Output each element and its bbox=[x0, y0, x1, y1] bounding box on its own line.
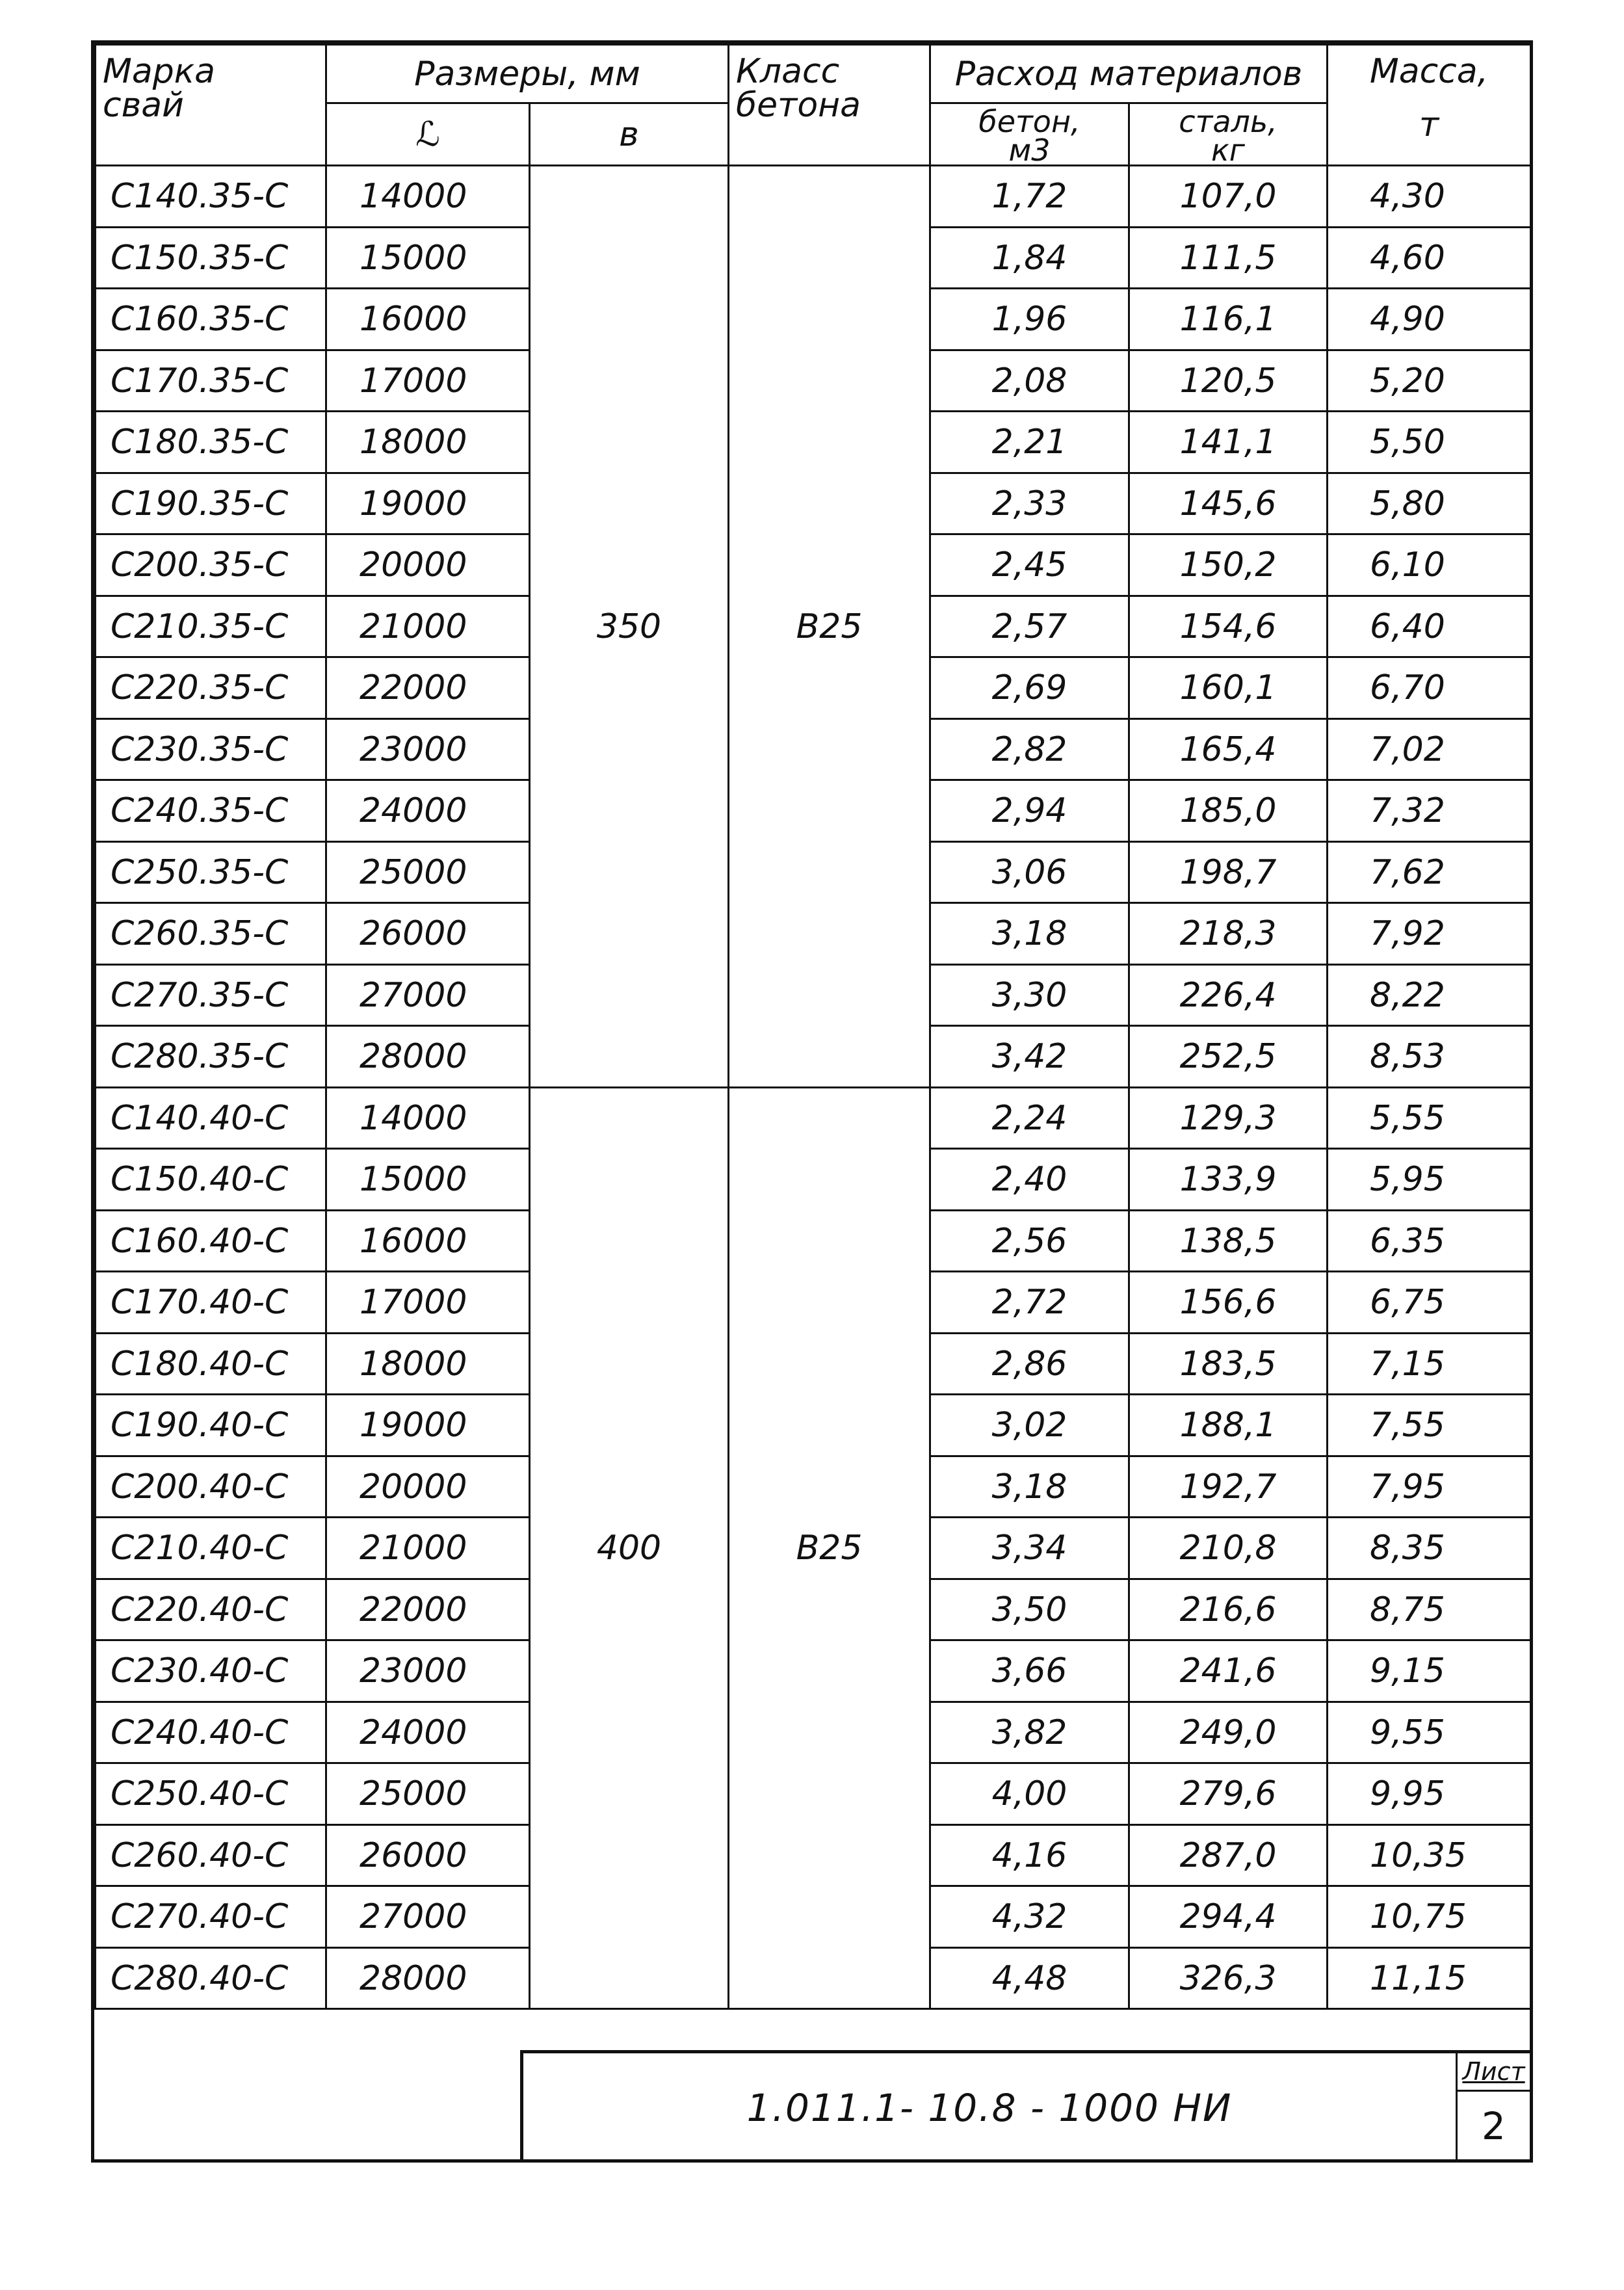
concrete-volume: 3,18 bbox=[930, 1456, 1129, 1518]
concrete-volume: 3,42 bbox=[930, 1026, 1129, 1088]
pile-mass: 5,50 bbox=[1328, 412, 1531, 473]
pile-length: 27000 bbox=[326, 1886, 530, 1948]
pile-mass: 4,30 bbox=[1328, 166, 1531, 228]
header-materials: Расход материалов bbox=[930, 45, 1328, 103]
steel-weight: 326,3 bbox=[1129, 1947, 1328, 2009]
pile-length: 25000 bbox=[326, 841, 530, 903]
pile-length: 21000 bbox=[326, 1518, 530, 1579]
pile-mark: С170.35-С bbox=[96, 350, 326, 412]
pile-mark: С190.35-С bbox=[96, 473, 326, 534]
pile-mass: 8,35 bbox=[1328, 1518, 1531, 1579]
pile-mass: 6,70 bbox=[1328, 657, 1531, 719]
concrete-volume: 2,72 bbox=[930, 1272, 1129, 1334]
pile-mass: 7,55 bbox=[1328, 1395, 1531, 1456]
pile-mark: С270.40-С bbox=[96, 1886, 326, 1948]
pile-length: 22000 bbox=[326, 1579, 530, 1640]
pile-length: 16000 bbox=[326, 289, 530, 350]
pile-length: 20000 bbox=[326, 1456, 530, 1518]
steel-weight: 133,9 bbox=[1129, 1149, 1328, 1211]
concrete-volume: 3,50 bbox=[930, 1579, 1129, 1640]
pile-mass: 7,62 bbox=[1328, 841, 1531, 903]
concrete-volume: 4,48 bbox=[930, 1947, 1129, 2009]
steel-weight: 141,1 bbox=[1129, 412, 1328, 473]
pile-spec-table bbox=[94, 44, 1532, 2010]
pile-length: 26000 bbox=[326, 1824, 530, 1886]
concrete-volume: 2,33 bbox=[930, 473, 1129, 534]
pile-mark: С200.35-С bbox=[96, 534, 326, 596]
header-row-1 bbox=[96, 45, 1531, 103]
steel-weight: 198,7 bbox=[1129, 841, 1328, 903]
concrete-volume: 2,86 bbox=[930, 1333, 1129, 1395]
table-row bbox=[96, 166, 1531, 228]
pile-mark: С170.40-С bbox=[96, 1272, 326, 1334]
concrete-volume: 4,32 bbox=[930, 1886, 1129, 1948]
steel-weight: 188,1 bbox=[1129, 1395, 1328, 1456]
pile-mark: С230.35-С bbox=[96, 718, 326, 780]
pile-length: 25000 bbox=[326, 1763, 530, 1825]
title-block bbox=[94, 2034, 1530, 2163]
stamp-frame bbox=[520, 2050, 1530, 2163]
table-row bbox=[96, 1087, 1531, 1149]
pile-mark: С260.40-С bbox=[96, 1824, 326, 1886]
pile-length: 19000 bbox=[326, 1395, 530, 1456]
pile-mass: 10,35 bbox=[1328, 1824, 1531, 1886]
steel-weight: 185,0 bbox=[1129, 780, 1328, 842]
steel-weight: 111,5 bbox=[1129, 227, 1328, 289]
steel-weight: 165,4 bbox=[1129, 718, 1328, 780]
concrete-volume: 2,69 bbox=[930, 657, 1129, 719]
document-code: 1.011.1- 10.8 - 1000 НИ bbox=[746, 2086, 1233, 2130]
header-concrete: бетон, м3 bbox=[930, 103, 1129, 166]
steel-weight: 279,6 bbox=[1129, 1763, 1328, 1825]
pile-mass: 5,95 bbox=[1328, 1149, 1531, 1211]
sheet-number: 2 bbox=[1482, 2104, 1506, 2148]
pile-mark: С250.40-С bbox=[96, 1763, 326, 1825]
concrete-volume: 1,84 bbox=[930, 227, 1129, 289]
pile-mark: С150.35-С bbox=[96, 227, 326, 289]
pile-mass: 7,02 bbox=[1328, 718, 1531, 780]
steel-weight: 183,5 bbox=[1129, 1333, 1328, 1395]
pile-mark: С180.40-С bbox=[96, 1333, 326, 1395]
sheet-cell bbox=[1456, 2053, 1530, 2163]
pile-length: 16000 bbox=[326, 1210, 530, 1272]
pile-mass: 4,90 bbox=[1328, 289, 1531, 350]
steel-weight: 120,5 bbox=[1129, 350, 1328, 412]
concrete-volume: 3,30 bbox=[930, 964, 1129, 1026]
pile-mass: 6,40 bbox=[1328, 596, 1531, 657]
pile-mass: 9,55 bbox=[1328, 1702, 1531, 1763]
pile-mark: С270.35-С bbox=[96, 964, 326, 1026]
pile-mark: С280.40-С bbox=[96, 1947, 326, 2009]
concrete-volume: 1,72 bbox=[930, 166, 1129, 228]
pile-length: 18000 bbox=[326, 412, 530, 473]
steel-weight: 116,1 bbox=[1129, 289, 1328, 350]
header-mark: Марка свай bbox=[96, 45, 326, 166]
pile-length: 28000 bbox=[326, 1947, 530, 2009]
pile-length: 21000 bbox=[326, 596, 530, 657]
steel-weight: 241,6 bbox=[1129, 1640, 1328, 1702]
header-width: в bbox=[530, 103, 729, 166]
concrete-volume: 1,96 bbox=[930, 289, 1129, 350]
steel-weight: 287,0 bbox=[1129, 1824, 1328, 1886]
steel-weight: 249,0 bbox=[1129, 1702, 1328, 1763]
concrete-volume: 3,18 bbox=[930, 903, 1129, 965]
pile-length: 23000 bbox=[326, 718, 530, 780]
steel-weight: 138,5 bbox=[1129, 1210, 1328, 1272]
pile-mark: С140.35-С bbox=[96, 166, 326, 228]
pile-length: 18000 bbox=[326, 1333, 530, 1395]
steel-weight: 294,4 bbox=[1129, 1886, 1328, 1948]
pile-width: 400 bbox=[530, 1087, 729, 2009]
pile-mark: С280.35-С bbox=[96, 1026, 326, 1088]
drawing-sheet bbox=[91, 40, 1533, 2163]
concrete-class: B25 bbox=[729, 1087, 930, 2009]
steel-weight: 154,6 bbox=[1129, 596, 1328, 657]
pile-mass: 7,92 bbox=[1328, 903, 1531, 965]
pile-mass: 4,60 bbox=[1328, 227, 1531, 289]
concrete-volume: 2,08 bbox=[930, 350, 1129, 412]
pile-length: 27000 bbox=[326, 964, 530, 1026]
concrete-volume: 3,06 bbox=[930, 841, 1129, 903]
pile-mark: С210.35-С bbox=[96, 596, 326, 657]
pile-mark: С250.35-С bbox=[96, 841, 326, 903]
pile-length: 17000 bbox=[326, 1272, 530, 1334]
steel-weight: 150,2 bbox=[1129, 534, 1328, 596]
pile-mark: С200.40-С bbox=[96, 1456, 326, 1518]
header-dimensions: Размеры, мм bbox=[326, 45, 729, 103]
steel-weight: 160,1 bbox=[1129, 657, 1328, 719]
header-mass: Масса, т bbox=[1328, 45, 1531, 166]
pile-length: 14000 bbox=[326, 166, 530, 228]
concrete-volume: 3,66 bbox=[930, 1640, 1129, 1702]
concrete-volume: 3,02 bbox=[930, 1395, 1129, 1456]
pile-length: 15000 bbox=[326, 1149, 530, 1211]
pile-length: 22000 bbox=[326, 657, 530, 719]
pile-mark: С160.40-С bbox=[96, 1210, 326, 1272]
steel-weight: 145,6 bbox=[1129, 473, 1328, 534]
pile-mark: С220.35-С bbox=[96, 657, 326, 719]
pile-length: 28000 bbox=[326, 1026, 530, 1088]
steel-weight: 218,3 bbox=[1129, 903, 1328, 965]
pile-length: 26000 bbox=[326, 903, 530, 965]
pile-mass: 5,20 bbox=[1328, 350, 1531, 412]
pile-mass: 9,15 bbox=[1328, 1640, 1531, 1702]
header-concrete-class: Класс бетона bbox=[729, 45, 930, 166]
steel-weight: 252,5 bbox=[1129, 1026, 1328, 1088]
header-steel: сталь, кг bbox=[1129, 103, 1328, 166]
concrete-volume: 4,16 bbox=[930, 1824, 1129, 1886]
concrete-volume: 2,45 bbox=[930, 534, 1129, 596]
pile-length: 20000 bbox=[326, 534, 530, 596]
concrete-volume: 2,56 bbox=[930, 1210, 1129, 1272]
concrete-volume: 2,40 bbox=[930, 1149, 1129, 1211]
steel-weight: 107,0 bbox=[1129, 166, 1328, 228]
pile-mark: С230.40-С bbox=[96, 1640, 326, 1702]
pile-mark: С190.40-С bbox=[96, 1395, 326, 1456]
pile-length: 15000 bbox=[326, 227, 530, 289]
pile-mass: 7,32 bbox=[1328, 780, 1531, 842]
concrete-volume: 2,57 bbox=[930, 596, 1129, 657]
pile-mark: С180.35-С bbox=[96, 412, 326, 473]
pile-mark: С140.40-С bbox=[96, 1087, 326, 1149]
pile-mass: 8,75 bbox=[1328, 1579, 1531, 1640]
pile-mass: 6,75 bbox=[1328, 1272, 1531, 1334]
pile-mass: 5,80 bbox=[1328, 473, 1531, 534]
pile-mass: 11,15 bbox=[1328, 1947, 1531, 2009]
pile-mass: 6,35 bbox=[1328, 1210, 1531, 1272]
pile-mass: 8,22 bbox=[1328, 964, 1531, 1026]
steel-weight: 192,7 bbox=[1129, 1456, 1328, 1518]
steel-weight: 226,4 bbox=[1129, 964, 1328, 1026]
concrete-volume: 2,94 bbox=[930, 780, 1129, 842]
pile-mark: С240.40-С bbox=[96, 1702, 326, 1763]
pile-mass: 9,95 bbox=[1328, 1763, 1531, 1825]
concrete-class: B25 bbox=[729, 166, 930, 1088]
pile-mass: 8,53 bbox=[1328, 1026, 1531, 1088]
concrete-volume: 4,00 bbox=[930, 1763, 1129, 1825]
pile-mark: С210.40-С bbox=[96, 1518, 326, 1579]
concrete-volume: 3,34 bbox=[930, 1518, 1129, 1579]
pile-mass: 10,75 bbox=[1328, 1886, 1531, 1948]
pile-mass: 7,15 bbox=[1328, 1333, 1531, 1395]
concrete-volume: 2,21 bbox=[930, 412, 1129, 473]
pile-length: 24000 bbox=[326, 780, 530, 842]
pile-mass: 6,10 bbox=[1328, 534, 1531, 596]
pile-mass: 5,55 bbox=[1328, 1087, 1531, 1149]
pile-mass: 7,95 bbox=[1328, 1456, 1531, 1518]
pile-mark: С150.40-С bbox=[96, 1149, 326, 1211]
steel-weight: 156,6 bbox=[1129, 1272, 1328, 1334]
pile-mark: С220.40-С bbox=[96, 1579, 326, 1640]
header-length: ℒ bbox=[326, 103, 530, 166]
concrete-volume: 3,82 bbox=[930, 1702, 1129, 1763]
pile-mark: С240.35-С bbox=[96, 780, 326, 842]
pile-length: 17000 bbox=[326, 350, 530, 412]
pile-length: 23000 bbox=[326, 1640, 530, 1702]
pile-length: 14000 bbox=[326, 1087, 530, 1149]
steel-weight: 210,8 bbox=[1129, 1518, 1328, 1579]
pile-mark: С260.35-С bbox=[96, 903, 326, 965]
steel-weight: 216,6 bbox=[1129, 1579, 1328, 1640]
concrete-volume: 2,24 bbox=[930, 1087, 1129, 1149]
steel-weight: 129,3 bbox=[1129, 1087, 1328, 1149]
pile-length: 24000 bbox=[326, 1702, 530, 1763]
pile-width: 350 bbox=[530, 166, 729, 1088]
sheet-label: Лист bbox=[1458, 2053, 1530, 2092]
pile-length: 19000 bbox=[326, 473, 530, 534]
concrete-volume: 2,82 bbox=[930, 718, 1129, 780]
pile-mark: С160.35-С bbox=[96, 289, 326, 350]
